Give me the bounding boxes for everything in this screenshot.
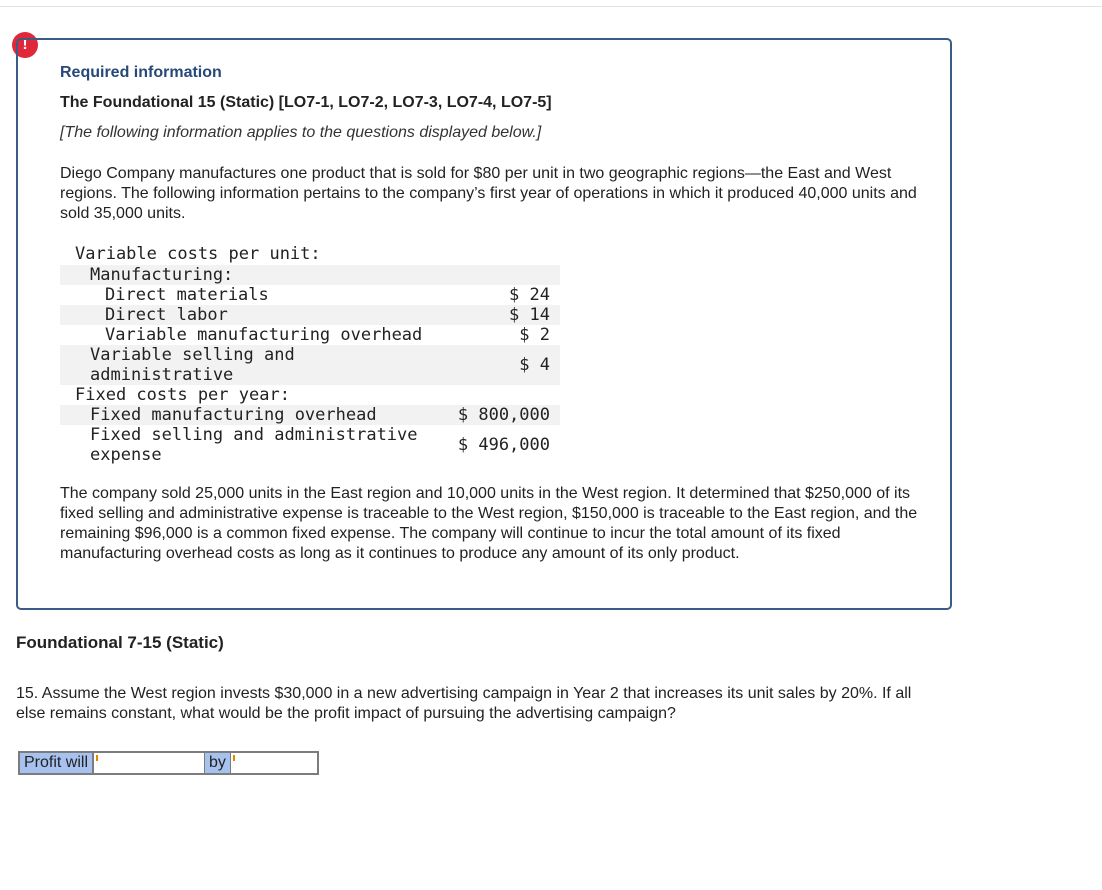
problem-title: The Foundational 15 (Static) [LO7-1, LO7-2, LO7-3, LO7-4, LO7-5] [60,94,552,111]
fixed-sa-row [60,425,560,465]
manufacturing-header: Manufacturing: [90,265,234,285]
fixed-mfg-overhead-label: Fixed manufacturing overhead [90,405,377,425]
profit-direction-input[interactable] [94,753,204,773]
by-label: by [205,753,230,773]
variable-sa-label-line1: Variable selling and [90,345,295,365]
profit-amount-field[interactable] [230,753,317,773]
variable-sa-label-line2: administrative [90,365,234,385]
direct-materials-row [60,285,560,305]
profit-amount-input[interactable] [231,753,317,773]
variable-costs-header: Variable costs per unit: [75,244,321,264]
alert-icon: ! [12,32,38,58]
fixed-mfg-overhead-row [60,405,560,425]
regions-paragraph: The company sold 25,000 units in the East region and 10,000 units in the West region. It determined that $250,000 of its fixed selling and administrative expense is traceable to the West region, $150,000 is traceable to the East region, and the remaining $96,000 is a common fixed expense. The company will continue to incur the total amount of its fixed manufacturing overhead costs as long as it continues to produce any amount of its only product. [60,485,918,562]
fixed-costs-header: Fixed costs per year: [75,385,290,405]
variable-costs-header-row [60,244,560,264]
variable-mfg-overhead-label: Variable manufacturing overhead [105,325,423,345]
variable-sa-row [60,345,560,385]
direct-labor-row [60,305,560,325]
fixed-sa-label-line2: expense [90,445,162,465]
fixed-sa-value: $ 496,000 [457,435,550,455]
answer-row [18,751,319,775]
manufacturing-header-row [60,265,560,285]
fixed-sa-label-line1: Fixed selling and administrative [90,425,418,445]
variable-mfg-overhead-value: $ 2 [519,325,550,345]
direct-materials-value: $ 24 [509,285,550,305]
fixed-mfg-overhead-value: $ 800,000 [457,405,550,425]
question-title: Foundational 7-15 (Static) [16,633,224,652]
top-divider [0,6,1102,7]
fixed-costs-header-row [60,385,560,405]
variable-mfg-overhead-row [60,325,560,345]
profit-will-label: Profit will [20,753,93,773]
direct-materials-label: Direct materials [105,285,269,305]
required-information-label: Required information [60,64,222,81]
variable-sa-value: $ 4 [519,355,550,375]
applies-note: [The following information applies to the questions displayed below.] [60,124,542,141]
direct-labor-label: Direct labor [105,305,228,325]
intro-paragraph: Diego Company manufactures one product that is sold for $80 per unit in two geographic regions—the East and West regions. The following information pertains to the company’s first year of operations in which it produced 40,000 units and sold 35,000 units. [60,165,917,222]
direct-labor-value: $ 14 [509,305,550,325]
question-text: 15. Assume the West region invests $30,000 in a new advertising campaign in Year 2 that increases its unit sales by 20%. If all else remains constant, what would be the profit impact of pursuing the advertising campaign? [16,685,912,722]
profit-direction-field[interactable] [93,753,205,773]
